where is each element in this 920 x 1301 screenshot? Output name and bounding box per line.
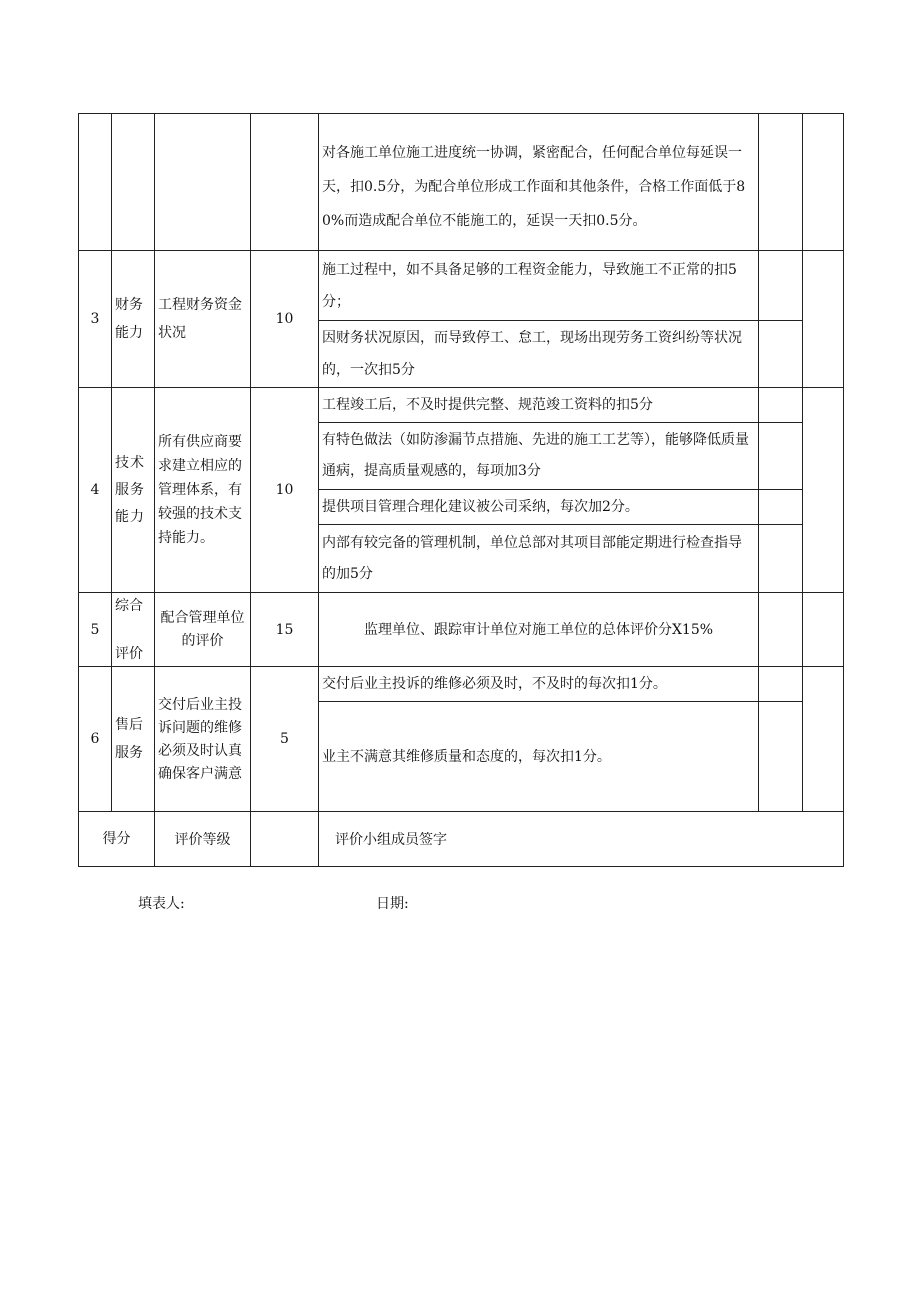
date-label: 日期: bbox=[376, 896, 409, 912]
criterion-cell: 有特色做法（如防渗漏节点措施、先进的施工工艺等），能够降低质量通病，提高质量观感的，每项加3分 bbox=[319, 423, 759, 490]
score-cell bbox=[251, 114, 319, 251]
grade-label: 评价等级 bbox=[155, 812, 251, 867]
category-text: 售后服务 bbox=[115, 717, 143, 761]
deduction-cell bbox=[759, 321, 803, 388]
table-row-6 bbox=[79, 667, 844, 702]
deduction-cell bbox=[759, 525, 803, 593]
result-cell bbox=[803, 251, 844, 388]
summary-row bbox=[79, 812, 844, 867]
category-text: 技术服务能力 bbox=[115, 454, 145, 525]
row-number: 3 bbox=[79, 251, 112, 388]
deduction-cell bbox=[759, 251, 803, 321]
criterion-cell: 业主不满意其维修质量和态度的，每次扣1分。 bbox=[319, 702, 759, 812]
deduction-cell bbox=[759, 423, 803, 490]
criterion-cell: 监理单位、跟踪审计单位对施工单位的总体评价分X15% bbox=[319, 593, 759, 667]
no-cell bbox=[79, 114, 112, 251]
table-row-4 bbox=[79, 388, 844, 423]
table-row-5 bbox=[79, 593, 844, 667]
category-label bbox=[112, 667, 155, 812]
deduction-cell bbox=[759, 667, 803, 702]
grade-value-cell[interactable] bbox=[251, 812, 319, 867]
filler-label: 填表人: bbox=[138, 896, 185, 912]
category-bottom: 评价 bbox=[115, 645, 143, 662]
evaluation-table bbox=[78, 113, 844, 867]
result-cell bbox=[803, 593, 844, 667]
score-value: 5 bbox=[251, 667, 319, 812]
deduction-cell bbox=[759, 702, 803, 812]
content-label: 所有供应商要求建立相应的管理体系，有较强的技术支持能力。 bbox=[155, 388, 251, 593]
category-label bbox=[112, 388, 155, 593]
row-number: 6 bbox=[79, 667, 112, 812]
deduction-cell bbox=[759, 388, 803, 423]
criterion-cell: 内部有较完备的管理机制，单位总部对其项目部能定期进行检查指导的加5分 bbox=[319, 525, 759, 593]
score-value: 10 bbox=[251, 388, 319, 593]
content-label: 工程财务资金状况 bbox=[155, 251, 251, 388]
criterion-text: 对各施工单位施工进度统一协调，紧密配合，任何配合单位每延误一天，扣0.5分，为配合单位形成工作面和其他条件，合格工作面低于80%而造成配合单位不能施工的，延误一天扣0.5分。 bbox=[322, 145, 746, 229]
score-value: 10 bbox=[251, 251, 319, 388]
category-top: 综合 bbox=[115, 597, 143, 614]
criterion-cell: 因财务状况原因，而导致停工、怠工，现场出现劳务工资纠纷等状况的，一次扣5分 bbox=[319, 321, 759, 388]
signature-label: 评价小组成员签字 bbox=[335, 832, 447, 848]
criterion-cell: 交付后业主投诉的维修必须及时，不及时的每次扣1分。 bbox=[319, 667, 759, 702]
result-cell bbox=[803, 114, 844, 251]
category-label bbox=[112, 593, 155, 667]
criterion-cell: 提供项目管理合理化建议被公司采纳，每次加2分。 bbox=[319, 490, 759, 525]
signature-cell[interactable] bbox=[319, 812, 844, 867]
result-cell bbox=[803, 667, 844, 812]
content-cell bbox=[155, 114, 251, 251]
row-number: 4 bbox=[79, 388, 112, 593]
criterion-cell: 施工过程中，如不具备足够的工程资金能力，导致施工不正常的扣5分； bbox=[319, 251, 759, 321]
table-row-3 bbox=[79, 251, 844, 321]
result-cell bbox=[803, 388, 844, 593]
score-value: 15 bbox=[251, 593, 319, 667]
category-cell bbox=[112, 114, 155, 251]
content-label: 配合管理单位的评价 bbox=[155, 593, 251, 667]
content-label: 交付后业主投诉问题的维修必须及时认真确保客户满意 bbox=[155, 667, 251, 812]
criterion-cell bbox=[319, 114, 759, 251]
deduction-cell bbox=[759, 593, 803, 667]
table-row-continuation bbox=[79, 114, 844, 251]
criterion-cell: 工程竣工后，不及时提供完整、规范竣工资料的扣5分 bbox=[319, 388, 759, 423]
category-label: 财务能力 bbox=[112, 251, 155, 388]
deduction-cell bbox=[759, 114, 803, 251]
row-number: 5 bbox=[79, 593, 112, 667]
score-label: 得分 bbox=[79, 812, 155, 867]
deduction-cell bbox=[759, 490, 803, 525]
